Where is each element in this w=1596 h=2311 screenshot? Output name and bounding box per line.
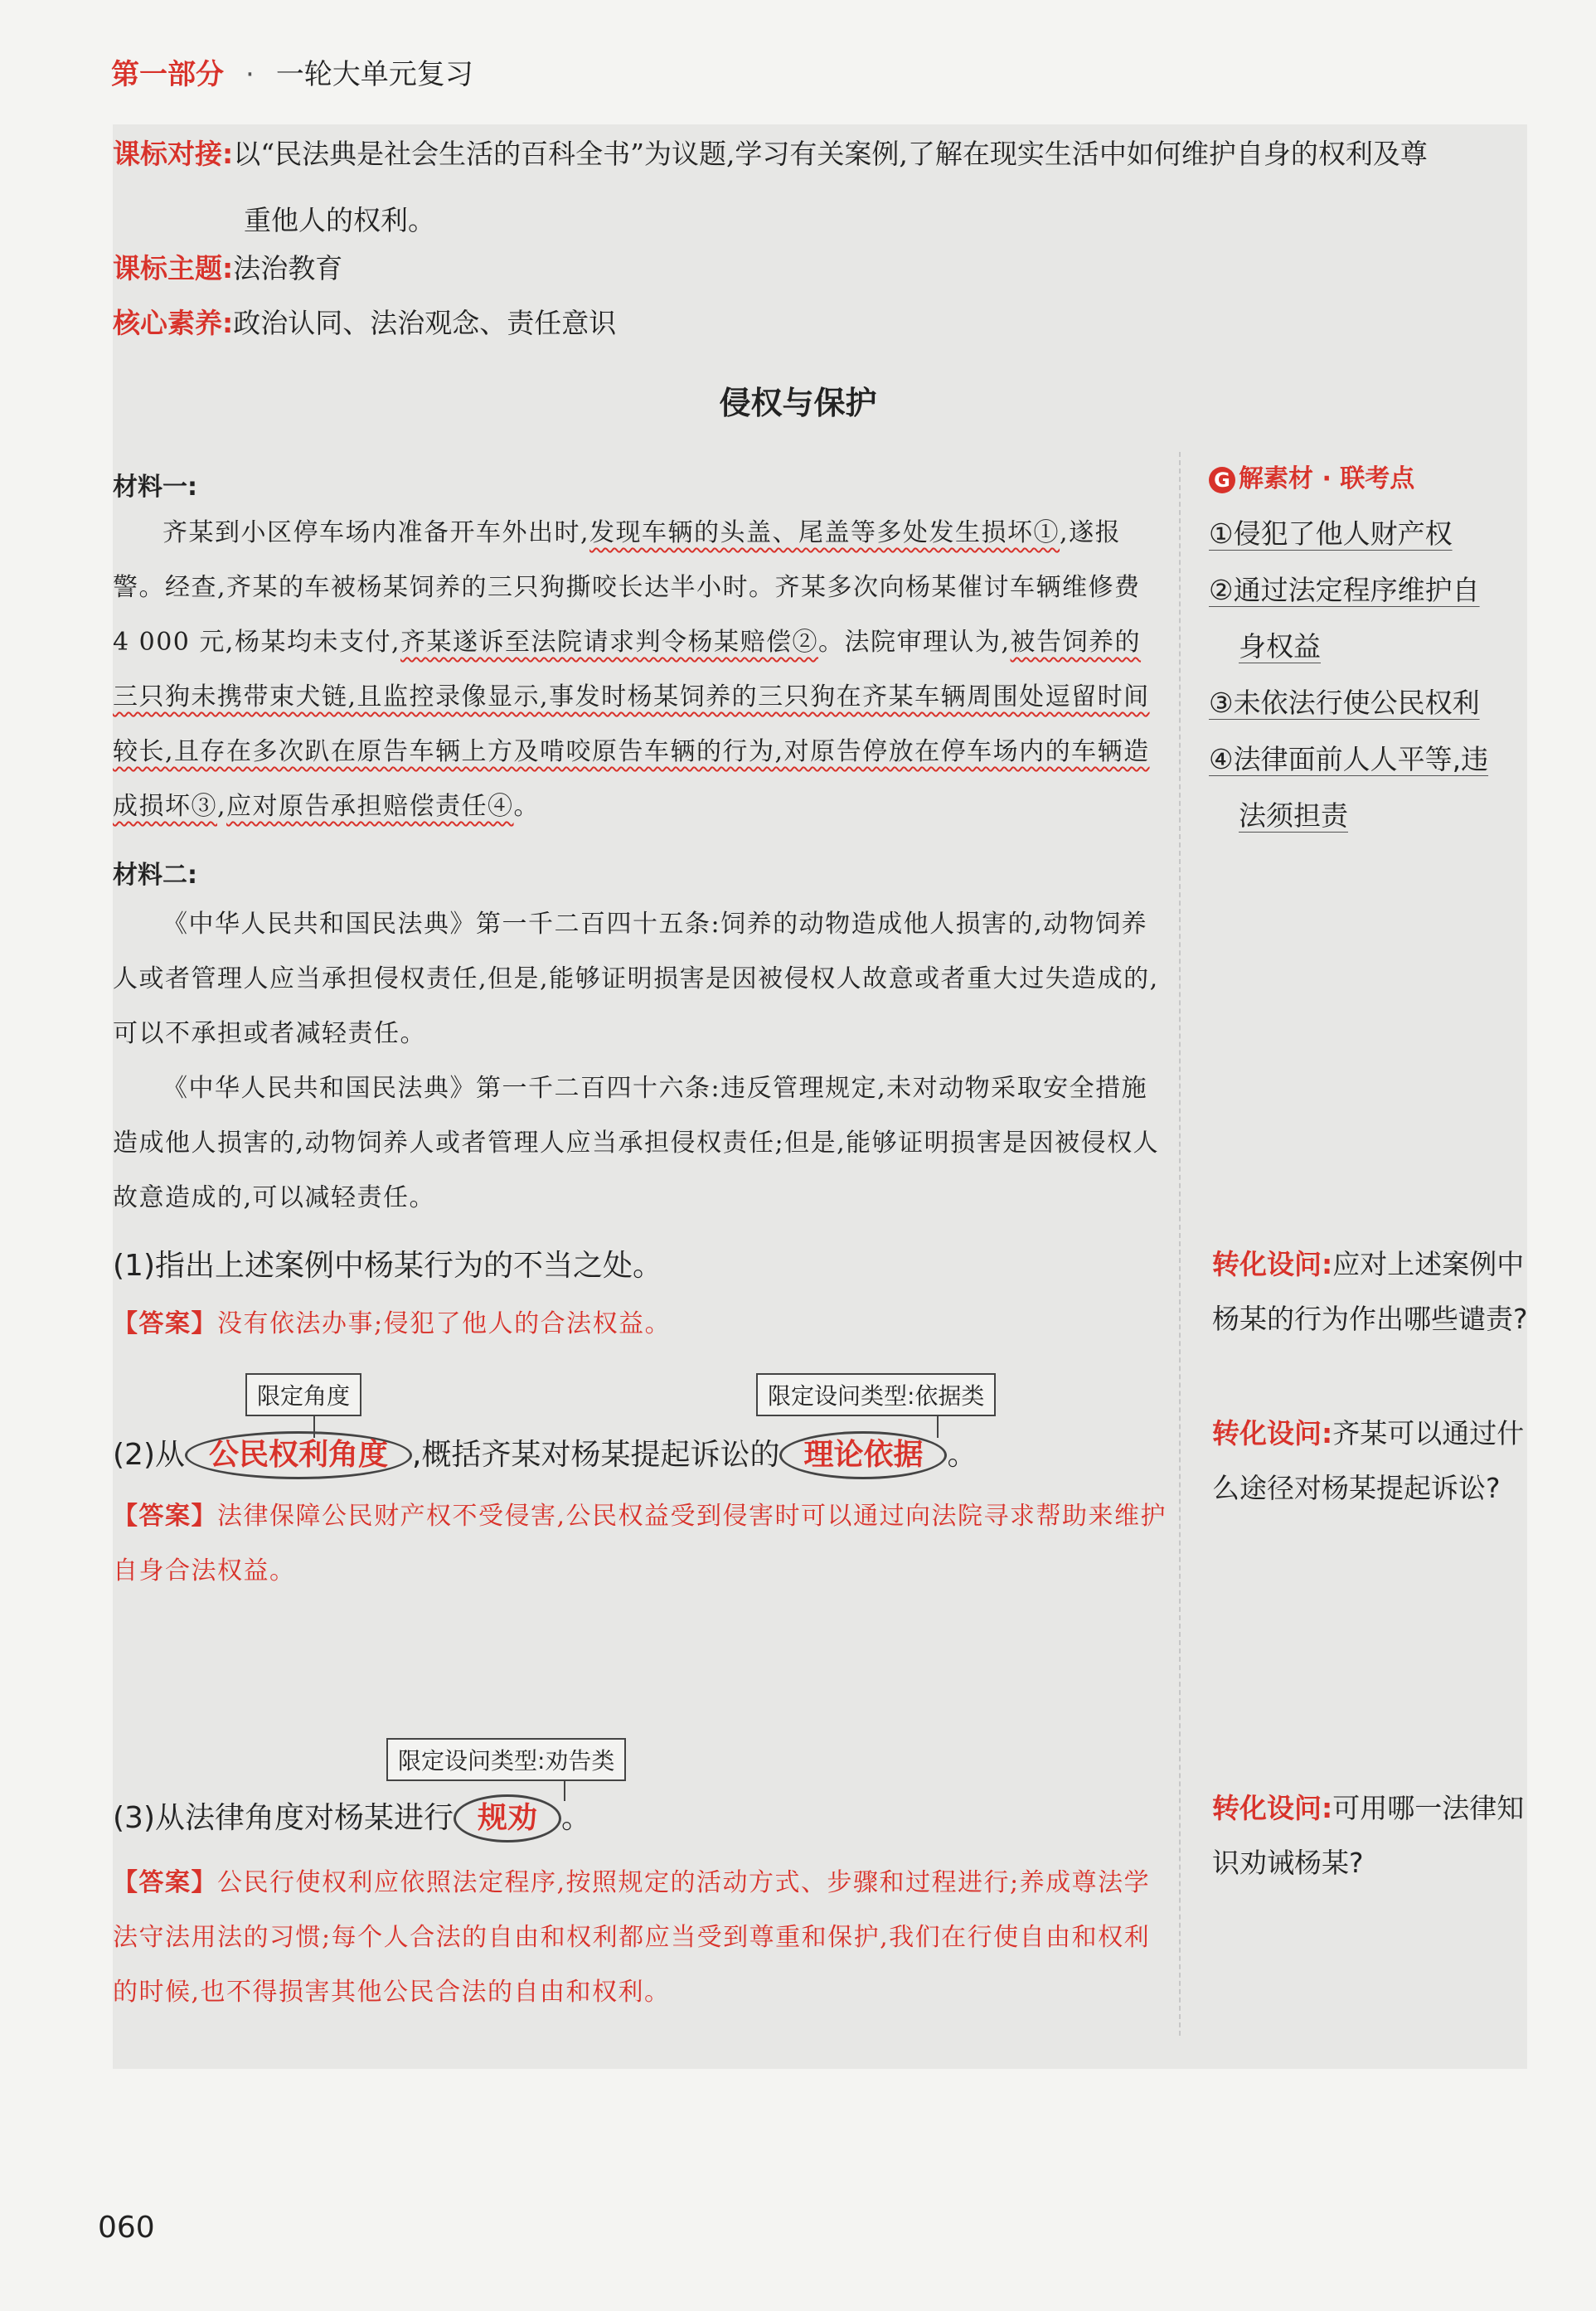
curriculum-line bbox=[113, 128, 1428, 181]
sidebar-point-cont: 身权益 bbox=[1239, 630, 1321, 663]
core-label: 核心素养: bbox=[113, 307, 234, 339]
page-title: 侵权与保护 bbox=[719, 385, 877, 421]
transform-question-3: 转化设问:可用哪一法律知识劝诫杨某? bbox=[1212, 1792, 1525, 1879]
m1-u1: 发现车辆的头盖、尾盖等多处发生损坏① bbox=[589, 518, 1060, 547]
question-1: (1)指出上述案例中杨某行为的不当之处。 bbox=[113, 1249, 662, 1283]
answer-1-text: 没有依法办事;侵犯了他人的合法权益。 bbox=[217, 1309, 672, 1338]
m1-s4: , bbox=[217, 792, 227, 821]
sidebar-point: ②通过法定程序维护自 bbox=[1209, 574, 1480, 606]
m1-s5: 。 bbox=[513, 792, 541, 821]
question-2 bbox=[113, 1431, 977, 1479]
sidebar-heading bbox=[1209, 458, 1414, 494]
material1-label: 材料一: bbox=[113, 473, 197, 502]
sidebar-point: ③未依法行使公民权利 bbox=[1209, 687, 1480, 719]
m1-u4: 应对原告承担赔偿责任④ bbox=[226, 792, 514, 821]
m2-p2: 《中华人民共和国民法典》第一千二百四十六条:违反管理规定,未对动物采取安全措施造成他人损害的,动物饲养人或者管理人应当承担侵权责任;但是,能够证明损害是因被侵权人故意造成的,可以减轻责任。 bbox=[113, 1074, 1160, 1212]
q2-middle: ,概括齐某对杨某提起诉讼的 bbox=[412, 1438, 780, 1472]
q2-oval-basis: 理论依据 bbox=[779, 1431, 947, 1479]
curriculum-label: 课标对接: bbox=[113, 138, 234, 170]
m1-u2: 齐某遂诉至法院请求判令杨某赔偿② bbox=[400, 628, 818, 657]
logo-icon: G bbox=[1209, 467, 1235, 493]
m2-p1: 《中华人民共和国民法典》第一千二百四十五条:饲养的动物造成他人损害的,动物饲养人或者管理人应当承担侵权责任,但是,能够证明损害是因被侵权人故意或者重大过失造成的,可以不承担或者减轻责任。 bbox=[113, 910, 1159, 1048]
sidebar-point: ④法律面前人人平等,违 bbox=[1209, 743, 1489, 775]
sidebar-heading-text: 解素材 · 联考点 bbox=[1239, 464, 1415, 493]
q2-prefix: (2)从 bbox=[113, 1438, 185, 1472]
running-header bbox=[111, 51, 473, 92]
theme-line bbox=[113, 242, 342, 295]
transform-question-1: 转化设问:应对上述案例中杨某的行为作出哪些谴责? bbox=[1212, 1248, 1528, 1335]
sidebar-point-cont: 法须担责 bbox=[1239, 799, 1348, 832]
material2-label: 材料二: bbox=[113, 861, 197, 890]
header-dot: · bbox=[245, 58, 255, 91]
sidebar-point: ①侵犯了他人财产权 bbox=[1209, 517, 1453, 550]
column-divider bbox=[1179, 452, 1181, 2036]
answer-tag: 【答案】 bbox=[113, 1309, 217, 1338]
material1-paragraph bbox=[113, 506, 1166, 834]
annotation-box-angle: 限定角度 bbox=[245, 1373, 361, 1416]
core-line bbox=[113, 297, 616, 350]
theme-text: 法治教育 bbox=[233, 252, 343, 284]
header-title: 一轮大单元复习 bbox=[275, 58, 473, 91]
material2-paragraphs bbox=[113, 897, 1166, 1226]
answer-tag: 【答案】 bbox=[113, 1868, 217, 1897]
answer-2-text: 法律保障公民财产权不受侵害,公民权益受到侵害时可以通过向法院寻求帮助来维护自身合法权益。 bbox=[113, 1502, 1167, 1585]
q3-oval-advise: 规劝 bbox=[454, 1794, 561, 1842]
question-3 bbox=[113, 1794, 591, 1842]
answer-3-text: 公民行使权利应依照法定程序,按照规定的活动方式、步骤和过程进行;养成尊法学法守法用法的习惯;每个人合法的自由和权利都应当受到尊重和保护,我们在行使自由和权利的时候,也不得损害其他公民合法的自由和权利。 bbox=[113, 1868, 1151, 2007]
annotation-box-basis: 限定设问类型:依据类 bbox=[756, 1373, 996, 1416]
transform-question-2: 转化设问:齐某可以通过什么途径对杨某提起诉讼? bbox=[1212, 1417, 1525, 1504]
answer-tag: 【答案】 bbox=[113, 1502, 217, 1531]
m1-s1: 齐某到小区停车场内准备开车外出时, bbox=[163, 518, 590, 547]
m1-u3: 被告饲养的三只狗未携带束犬链,且监控录像显示,事发时杨某饲养的三只狗在齐某车辆周围处逗留时间较长,且存在多次趴在原告车辆上方及啃咬原告车辆的行为,对原告停放在停车场内的车辆造成损坏③ bbox=[113, 628, 1150, 821]
answer-3 bbox=[113, 1856, 1174, 2020]
theme-label: 课标主题: bbox=[113, 252, 234, 284]
m1-s2: ,遂报警。经查,齐某的车被杨某饲养的三只狗撕咬长达半小时。齐某多次向杨某催讨车辆维修费 4 000 元,杨某均未支付, bbox=[113, 518, 1141, 657]
q3-prefix: (3)从法律角度对杨某进行 bbox=[113, 1801, 454, 1835]
answer-1 bbox=[113, 1297, 1174, 1352]
curriculum-text-cont: 重他人的权利。 bbox=[244, 204, 435, 236]
annotation-box-advise: 限定设问类型:劝告类 bbox=[386, 1738, 626, 1781]
q3-end: 。 bbox=[561, 1801, 592, 1835]
header-section: 第一部分 bbox=[111, 58, 224, 91]
core-text: 政治认同、法治观念、责任意识 bbox=[233, 307, 617, 339]
sidebar-points bbox=[1209, 506, 1534, 844]
answer-2 bbox=[113, 1489, 1174, 1599]
m1-s3: 。法院审理认为, bbox=[818, 628, 1011, 657]
page-number: 060 bbox=[98, 2211, 155, 2245]
curriculum-text: 以“民法典是社会生活的百科全书”为议题,学习有关案例,了解在现实生活中如何维护自身的权利及尊 bbox=[233, 138, 1428, 170]
q2-end: 。 bbox=[947, 1438, 977, 1472]
q2-oval-angle: 公民权利角度 bbox=[185, 1431, 412, 1479]
